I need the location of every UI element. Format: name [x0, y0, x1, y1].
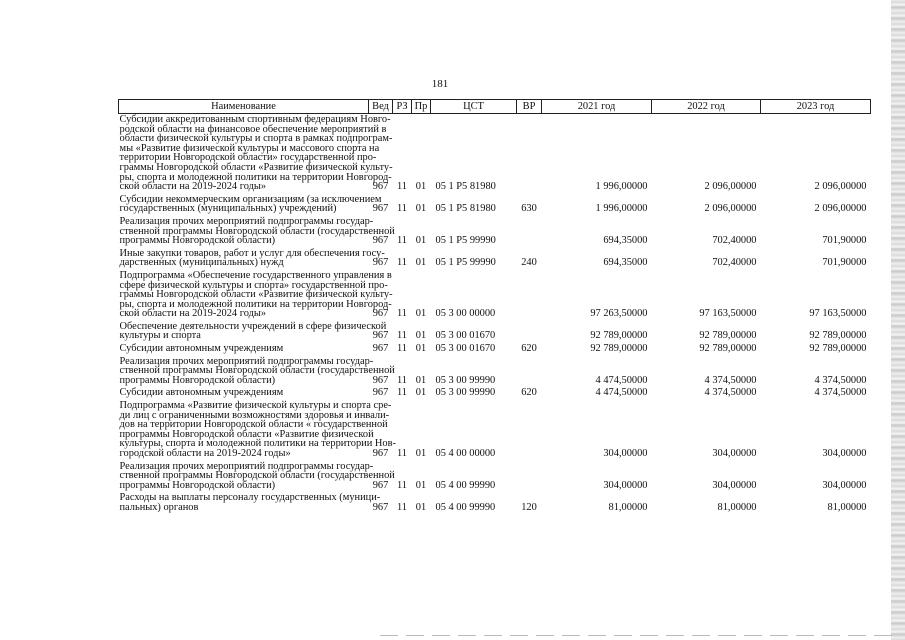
row-name: Расходы на выплаты персоналу государственных (муници- пальных) органов [119, 492, 381, 513]
row-rz: 11 [396, 235, 407, 247]
header-rz: РЗ [393, 100, 412, 114]
row-vr [517, 270, 542, 321]
row-name: Подпрограмма «Развитие физической культуры и спорта сре- ди лиц с ограниченными возможностями здоровья и инвали- дов на территории Новгородской области « государственной программы Новгородской области «Развитие физической культуры, спорта и молодежной политики на территории Нов- городской области на 2019-2024 годы» [119, 400, 396, 459]
row-cst: 05 1 P5 81980 [435, 181, 496, 193]
table-row [119, 492, 871, 514]
row-2022: 97 163,50000 [699, 308, 757, 320]
row-2021: 694,35000 [603, 235, 648, 247]
row-rz: 11 [396, 257, 407, 269]
row-vr: 630 [521, 203, 537, 215]
row-2022: 304,00000 [712, 448, 757, 459]
row-2023: 701,90000 [822, 257, 867, 269]
row-2021: 92 789,00000 [590, 343, 648, 355]
row-name: Реализация прочих мероприятий подпрограммы государ- ственной программы Новгородской области (государственной программы Новгородской области) [119, 460, 395, 491]
row-pr: 01 [415, 343, 427, 355]
row-ved: 967 [372, 257, 389, 269]
row-name: Реализация прочих мероприятий подпрограммы государ- ственной программы Новгородской области (государственной программы Новгородской области) [119, 355, 395, 386]
row-rz: 11 [396, 343, 407, 355]
table-row [119, 461, 871, 493]
row-name: Субсидии некоммерческим организациям (за исключением государственных (муниципальных) учреждений) [119, 193, 382, 215]
header-pr: Пр [412, 100, 431, 114]
row-2023: 92 789,00000 [809, 343, 867, 355]
table-row [119, 248, 871, 270]
header-vr: ВР [517, 100, 542, 114]
row-2021: 304,00000 [603, 448, 648, 459]
scan-edge-artifact [891, 0, 905, 640]
budget-table [118, 99, 871, 515]
row-2021: 1 996,00000 [595, 181, 648, 193]
row-rz: 11 [396, 479, 407, 491]
row-2023: 701,90000 [822, 235, 867, 247]
row-pr: 01 [415, 308, 427, 320]
row-2021: 92 789,00000 [590, 330, 648, 342]
row-vr [517, 356, 542, 388]
row-2021: 81,00000 [608, 501, 648, 513]
row-ved: 967 [372, 330, 389, 342]
row-ved: 967 [372, 374, 389, 386]
row-pr: 01 [415, 203, 427, 215]
row-pr: 01 [415, 374, 427, 386]
row-vr [517, 321, 542, 343]
row-2022: 702,40000 [712, 235, 757, 247]
row-pr: 01 [415, 479, 427, 491]
table-row [119, 321, 871, 343]
row-ved: 967 [372, 308, 389, 320]
row-pr: 01 [415, 330, 427, 342]
row-cst: 05 3 00 00000 [435, 308, 496, 320]
row-pr: 01 [415, 501, 427, 513]
row-2023: 2 096,00000 [814, 203, 867, 215]
row-2022: 4 374,50000 [704, 387, 757, 399]
header-name: Наименование [119, 100, 369, 114]
table-row [119, 270, 871, 321]
row-2023: 4 374,50000 [814, 387, 867, 399]
row-rz: 11 [396, 448, 407, 459]
row-2022: 4 374,50000 [704, 374, 757, 386]
row-cst: 05 3 00 01670 [435, 343, 496, 355]
row-2021: 4 474,50000 [595, 374, 648, 386]
row-vr: 240 [521, 257, 537, 269]
row-vr: 620 [521, 387, 537, 399]
row-name: Подпрограмма «Обеспечение государственного управления в сфере физической культуры и спорта» государственной про- граммы Новгородской области «Развитие физической культу- ры, спорта и молодежной политики на территории Новгород- ской области на 2019-2024 годы» [119, 269, 393, 320]
page-number: 181 [431, 78, 449, 90]
row-name: Субсидии автономным учреждениям [119, 343, 284, 355]
row-vr: 620 [521, 343, 537, 355]
row-2021: 1 996,00000 [595, 203, 648, 215]
row-cst: 05 4 00 99990 [435, 479, 496, 491]
table-row [119, 216, 871, 248]
row-vr [517, 114, 542, 194]
row-2022: 702,40000 [712, 257, 757, 269]
row-ved: 967 [372, 448, 389, 459]
row-vr: 120 [521, 501, 537, 513]
row-2023: 4 374,50000 [814, 374, 867, 386]
row-pr: 01 [415, 387, 427, 399]
row-2023: 304,00000 [822, 448, 867, 459]
row-name: Субсидии автономным учреждениям [119, 387, 284, 399]
row-2022: 304,00000 [712, 479, 757, 491]
row-cst: 05 3 00 99990 [435, 374, 496, 386]
row-ved: 967 [372, 479, 389, 491]
row-2022: 2 096,00000 [704, 203, 757, 215]
row-2023: 2 096,00000 [814, 181, 867, 193]
header-ved: Вед [369, 100, 393, 114]
row-2021: 304,00000 [603, 479, 648, 491]
row-rz: 11 [396, 181, 407, 193]
row-cst: 05 4 00 00000 [435, 448, 496, 459]
row-vr [517, 461, 542, 493]
table-row [119, 387, 871, 400]
row-cst: 05 3 00 01670 [435, 330, 496, 342]
row-cst: 05 1 P5 99990 [435, 235, 496, 247]
table-row [119, 400, 871, 461]
row-rz: 11 [396, 374, 407, 386]
row-pr: 01 [415, 257, 427, 269]
row-rz: 11 [396, 203, 407, 215]
header-2021: 2021 год [542, 100, 652, 114]
row-rz: 11 [396, 501, 407, 513]
scan-bottom-artifact [380, 635, 900, 636]
row-vr [517, 400, 542, 461]
row-ved: 967 [372, 343, 389, 355]
table-row [119, 194, 871, 216]
row-ved: 967 [372, 235, 389, 247]
row-ved: 967 [372, 387, 389, 399]
header-cst: ЦСТ [431, 100, 517, 114]
row-name: Реализация прочих мероприятий подпрограммы государ- ственной программы Новгородской области (государственной программы Новгородской области) [119, 215, 395, 247]
table-row [119, 114, 871, 194]
row-ved: 967 [372, 203, 389, 215]
row-cst: 05 1 P5 81980 [435, 203, 496, 215]
row-2021: 694,35000 [603, 257, 648, 269]
table-body [119, 114, 871, 515]
row-2023: 304,00000 [822, 479, 867, 491]
row-rz: 11 [396, 387, 407, 399]
row-2021: 4 474,50000 [595, 387, 648, 399]
row-ved: 967 [372, 501, 389, 513]
row-2023: 81,00000 [827, 501, 867, 513]
header-2023: 2023 год [761, 100, 871, 114]
row-vr [517, 216, 542, 248]
row-cst: 05 3 00 99990 [435, 387, 496, 399]
row-2023: 97 163,50000 [809, 308, 867, 320]
header-row [119, 100, 871, 114]
row-pr: 01 [415, 235, 427, 247]
row-name: Субсидии аккредитованным спортивным федерациям Новго- родской области на финансовое обеспечение мероприятий в области физической культуры и спорта в рамках подпрограм- мы «Развитие физической культуры и массового спорта на территории Новгородской области» государственной про- граммы Новгородской области «Развитие физической культу- ры, спорта и молодежной политики на территории Новгород- ской области на 2019-2024 годы» [119, 114, 393, 193]
header-2022: 2022 год [652, 100, 761, 114]
row-pr: 01 [415, 448, 427, 459]
row-cst: 05 4 00 99990 [435, 501, 496, 513]
row-ved: 967 [372, 181, 389, 193]
row-pr: 01 [415, 181, 427, 193]
row-2021: 97 263,50000 [590, 308, 648, 320]
row-rz: 11 [396, 330, 407, 342]
row-2022: 2 096,00000 [704, 181, 757, 193]
row-2022: 81,00000 [717, 501, 757, 513]
row-2023: 92 789,00000 [809, 330, 867, 342]
row-name: Иные закупки товаров, работ и услуг для обеспечения госу- дарственных (муниципальных) нужд [119, 247, 385, 269]
row-name: Обеспечение деятельности учреждений в сфере физической культуры и спорта [119, 320, 387, 342]
row-2022: 92 789,00000 [699, 330, 757, 342]
row-2022: 92 789,00000 [699, 343, 757, 355]
row-cst: 05 1 P5 99990 [435, 257, 496, 269]
row-rz: 11 [396, 308, 407, 320]
table-row [119, 356, 871, 388]
table-row [119, 343, 871, 356]
